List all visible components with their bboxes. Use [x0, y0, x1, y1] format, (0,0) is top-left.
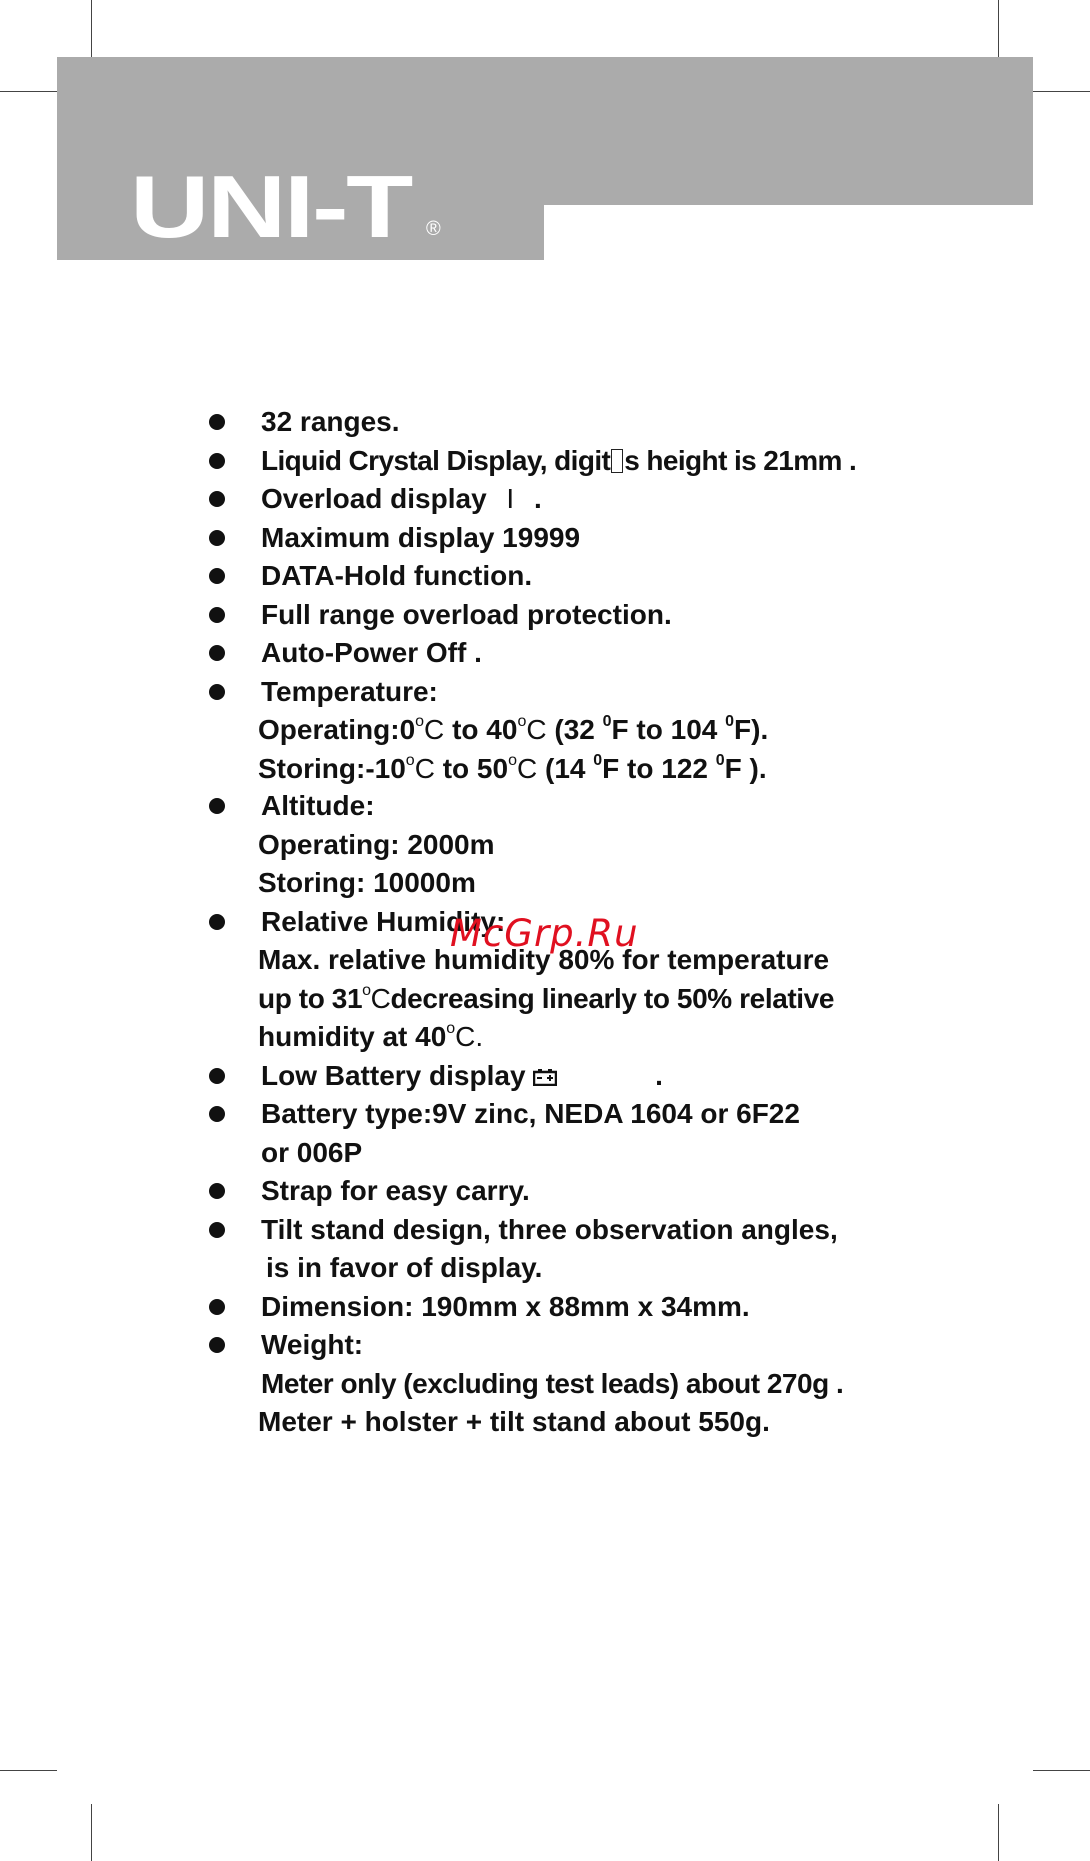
apostrophe-box-glyph	[611, 449, 623, 473]
spec-battery-type-line1: Battery type:9V zinc, NEDA 1604 or 6F22	[261, 1098, 800, 1129]
temp-f-to: F to	[602, 753, 654, 784]
spec-altitude-operating: Operating: 2000m	[258, 829, 495, 860]
overload-symbol: I	[506, 483, 515, 514]
humidity-line2-before: up to 31	[258, 983, 363, 1014]
degree-mark: o	[405, 752, 415, 769]
temp-storing-f-low: 14	[554, 753, 586, 784]
bullet-icon	[209, 1106, 225, 1122]
celsius-unit: C	[370, 983, 391, 1014]
spec-lcd	[261, 444, 856, 478]
paren-open: (	[554, 714, 564, 745]
spec-weight-meter-only: Meter only (excluding test leads) about 270g .	[261, 1368, 844, 1399]
spec-temperature-operating	[258, 713, 768, 752]
crop-mark	[1033, 91, 1090, 92]
crop-mark	[0, 91, 57, 92]
temp-storing-label: Storing:	[258, 753, 366, 784]
spec-humidity-line3	[258, 1020, 483, 1059]
bullet-icon	[209, 684, 225, 700]
registered-mark: ®	[426, 218, 441, 240]
bullet-icon	[209, 530, 225, 546]
spec-lcd-before: Liquid Crystal Display, digit	[261, 445, 611, 476]
bullet-icon	[209, 453, 225, 469]
spec-data-hold: DATA-Hold function.	[261, 560, 533, 591]
temp-operating-c-high: 40	[486, 714, 518, 745]
degree-mark: 0	[593, 752, 603, 769]
temp-to: to	[452, 714, 479, 745]
brand-logo: UNI-T	[130, 157, 411, 256]
spec-dimension: Dimension: 190mm x 88mm x 34mm.	[261, 1291, 750, 1322]
crop-mark	[91, 0, 92, 57]
temp-operating-f-high: 104	[670, 714, 718, 745]
temp-operating-c-low: 0	[399, 714, 416, 745]
temp-to: to	[442, 753, 470, 784]
bullet-icon	[209, 798, 225, 814]
paren-open: (	[545, 753, 555, 784]
spec-ranges: 32 ranges.	[261, 406, 400, 437]
bullet-icon	[209, 1183, 225, 1199]
bullet-icon	[209, 1222, 225, 1238]
spec-max-display: Maximum display 19999	[261, 522, 581, 553]
degree-mark: o	[362, 982, 371, 999]
spec-overload-text: Overload display	[261, 483, 487, 514]
temp-operating-f-low: 32	[563, 714, 595, 745]
low-battery-end: .	[655, 1060, 663, 1091]
spec-battery-type-line2: or 006P	[261, 1137, 363, 1168]
celsius-unit: C	[516, 753, 538, 784]
spec-altitude-title: Altitude:	[261, 790, 375, 821]
crop-mark	[91, 1804, 92, 1861]
spec-humidity-line1: Max. relative humidity 80% for temperature	[258, 944, 830, 975]
spec-tilt-line2: is in favor of display.	[266, 1252, 543, 1283]
crop-mark	[998, 0, 999, 57]
battery-icon	[533, 1068, 557, 1086]
spec-temperature-storing	[258, 752, 767, 791]
watermark: McGrp.Ru	[450, 912, 639, 955]
degree-mark: 0	[715, 752, 725, 769]
spec-temperature-title: Temperature:	[261, 676, 438, 707]
bullet-icon	[209, 1068, 225, 1084]
celsius-unit: C	[526, 714, 547, 745]
degree-mark: o	[508, 752, 517, 769]
spec-altitude-storing: Storing: 10000m	[258, 867, 476, 898]
temp-f-to: F to	[611, 714, 663, 745]
spec-strap: Strap for easy carry.	[261, 1175, 530, 1206]
spec-auto-power-off: Auto-Power Off .	[261, 637, 482, 668]
spec-tilt-line1: Tilt stand design, three observation angles,	[261, 1214, 838, 1245]
spec-low-battery	[261, 1059, 663, 1093]
celsius-unit: C.	[455, 1021, 484, 1052]
bullet-icon	[209, 1299, 225, 1315]
celsius-unit: C	[424, 714, 445, 745]
bullet-icon	[209, 1337, 225, 1353]
bullet-icon	[209, 914, 225, 930]
bullet-icon	[209, 645, 225, 661]
humidity-line2-after: decreasing linearly to 50% relative	[390, 983, 835, 1014]
bullet-icon	[209, 491, 225, 507]
spec-overload	[261, 482, 542, 516]
temp-storing-f-high: 122	[661, 753, 708, 784]
spec-lcd-after: s height is 21mm .	[624, 445, 857, 476]
degree-mark: o	[517, 713, 527, 730]
bullet-icon	[209, 414, 225, 430]
spec-overload-protection: Full range overload protection.	[261, 599, 672, 630]
celsius-unit: C	[414, 753, 435, 784]
crop-mark	[0, 1770, 57, 1771]
spec-weight-title: Weight:	[261, 1329, 364, 1360]
degree-mark: o	[415, 713, 425, 730]
bullet-icon	[209, 568, 225, 584]
spec-weight-with-holster: Meter + holster + tilt stand about 550g.	[258, 1406, 770, 1437]
temp-storing-c-low: -10	[365, 753, 406, 784]
temp-storing-c-high: 50	[476, 753, 509, 784]
crop-mark	[998, 1804, 999, 1861]
spec-humidity-title: Relative Humidity:	[261, 906, 506, 937]
degree-mark: o	[446, 1020, 456, 1037]
degree-mark: 0	[602, 713, 612, 730]
spec-overload-end: .	[533, 483, 542, 514]
spec-humidity-line2	[258, 982, 834, 1021]
crop-mark	[1033, 1770, 1090, 1771]
temp-f-close: F).	[734, 714, 769, 745]
temp-f-close: F ).	[724, 753, 767, 784]
temp-operating-label: Operating:	[258, 714, 400, 745]
humidity-line3-before: humidity at 40	[258, 1021, 447, 1052]
degree-mark: 0	[725, 713, 735, 730]
low-battery-text: Low Battery display	[261, 1060, 526, 1091]
bullet-icon	[209, 607, 225, 623]
